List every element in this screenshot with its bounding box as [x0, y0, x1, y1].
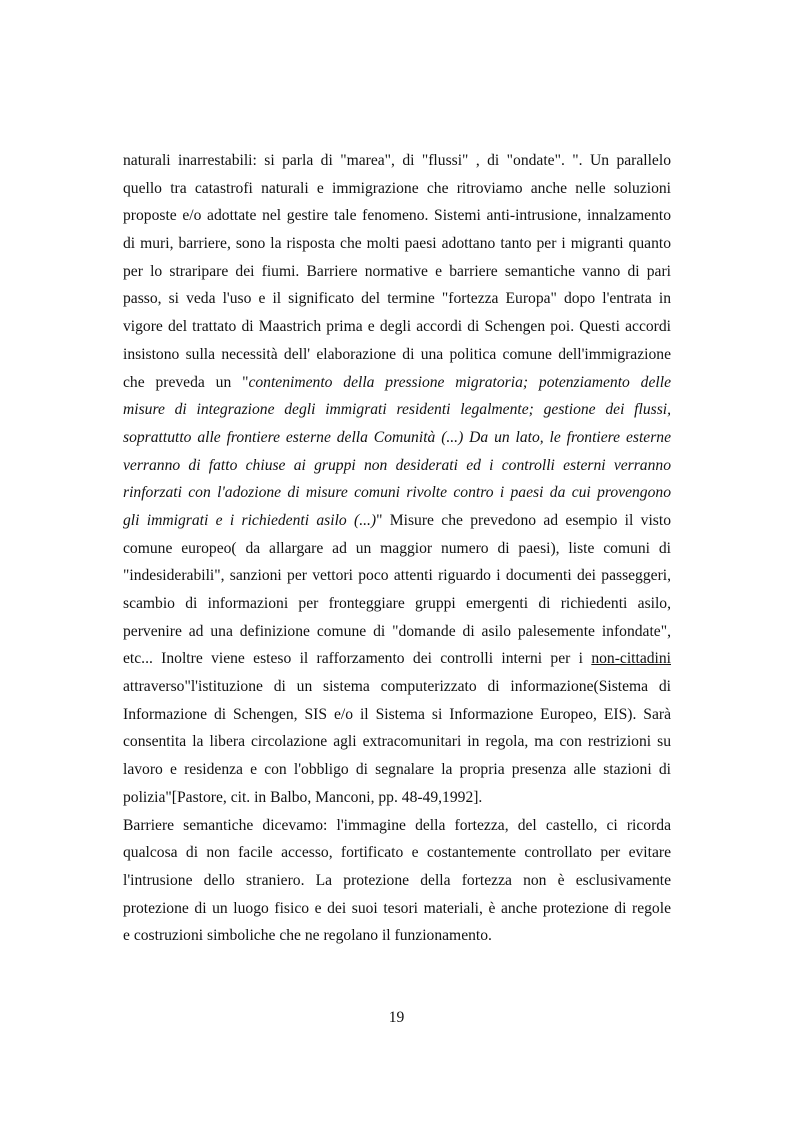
text-run: che preveda un " — [123, 373, 249, 391]
text-line — [123, 202, 671, 230]
text-run: qualcosa di non facile accesso, fortificato e costantemente controllato per evitare — [123, 844, 671, 862]
text-run: pervenire ad una definizione comune di "domande di asilo palesemente infondate", — [123, 622, 671, 640]
italic-quote-text: misure di integrazione degli immigrati residenti legalmente; gestione dei flussi, — [123, 401, 671, 419]
text-line — [123, 175, 671, 203]
italic-quote-text: contenimento della pressione migratoria; potenziamento delle — [248, 373, 671, 391]
text-run: Informazione di Schengen, SIS e/o il Sistema si Informazione Europeo, EIS). Sarà — [123, 705, 671, 723]
text-line — [123, 341, 671, 369]
page-number: 19 — [388, 1009, 405, 1026]
text-line — [123, 562, 671, 590]
text-run: di muri, barriere, sono la risposta che molti paesi adottano tanto per i migranti quanto — [123, 235, 671, 253]
text-run: l'intrusione dello straniero. La protezione della fortezza non è esclusivamente — [123, 871, 671, 889]
text-line — [123, 839, 671, 867]
text-run: scambio di informazioni per fronteggiare gruppi emergenti di richiedenti asilo, — [123, 595, 671, 612]
text-line — [123, 812, 671, 840]
text-run: etc... Inoltre viene esteso il rafforzamento dei controlli interni per i — [123, 650, 592, 668]
text-run: proposte e/o adottate nel gestire tale fenomeno. Sistemi anti-intrusione, innalzamento — [123, 207, 671, 225]
text-line — [123, 784, 671, 812]
text-run: "indesiderabili", sanzioni per vettori poco attenti riguardo i documenti dei passeggeri, — [123, 567, 671, 585]
text-line — [123, 618, 671, 646]
text-line — [123, 479, 671, 507]
text-line — [123, 230, 671, 258]
text-run: vigore del trattato di Maastrich prima e degli accordi di Schengen poi. Questi accordi — [123, 318, 671, 336]
text-line — [123, 535, 671, 563]
text-run: e costruzioni simboliche che ne regolano il funzionamento. — [123, 927, 492, 945]
text-line — [123, 369, 671, 397]
text-line — [123, 313, 671, 341]
text-run: naturali inarrestabili: si parla di "marea", di "flussi" , di "ondate". ". Un parallelo — [123, 152, 671, 169]
text-line — [123, 867, 671, 895]
text-run: insistono sulla necessità dell' elaborazione di una politica comune dell'immigrazione — [123, 345, 671, 363]
text-line — [123, 507, 671, 535]
italic-quote-text: verranno di fatto chiuse ai gruppi non desiderati ed i controlli esterni verranno — [123, 456, 671, 474]
text-line — [123, 701, 671, 729]
text-run: consentita la libera circolazione agli extracomunitari in regola, ma con restrizioni su — [123, 733, 671, 751]
underlined-text: non-cittadini — [591, 650, 671, 668]
body-text — [123, 147, 671, 950]
italic-quote-text: rinforzati con l'adozione di misure comuni rivolte contro i paesi da cui provengono — [123, 484, 671, 502]
text-run: protezione di un luogo fisico e dei suoi tesori materiali, è anche protezione di regole — [123, 899, 671, 917]
text-run: Barriere semantiche dicevamo: l'immagine della fortezza, del castello, ci ricorda — [123, 816, 671, 834]
text-line — [123, 258, 671, 286]
italic-quote-text: soprattutto alle frontiere esterne della Comunità (...) Da un lato, le frontiere esterne — [123, 428, 671, 446]
text-run: comune europeo( da allargare ad un maggior numero di paesi), liste comuni di — [123, 539, 671, 557]
text-run: passo, si veda l'uso e il significato del termine "fortezza Europa" dopo l'entrata in — [123, 290, 671, 308]
text-line — [123, 895, 671, 923]
italic-quote-text: gli immigrati e i richiedenti asilo (...) — [123, 511, 377, 529]
text-line — [123, 452, 671, 480]
text-run: lavoro e residenza e con l'obbligo di segnalare la propria presenza alle stazioni di — [123, 761, 671, 779]
text-line — [123, 728, 671, 756]
text-line — [123, 285, 671, 313]
text-line — [123, 424, 671, 452]
text-run: quello tra catastrofi naturali e immigrazione che ritroviamo anche nelle soluzioni — [123, 179, 671, 197]
text-line — [123, 922, 671, 950]
text-line — [123, 756, 671, 784]
text-line — [123, 396, 671, 424]
text-run: per lo straripare dei fiumi. Barriere normative e barriere semantiche vanno di pari — [123, 262, 671, 280]
text-line — [123, 673, 671, 701]
text-line — [123, 147, 671, 175]
text-line — [123, 645, 671, 673]
text-run: attraverso"l'istituzione di un sistema computerizzato di informazione(Sistema di — [123, 678, 671, 696]
text-run: " Misure che prevedono ad esempio il visto — [376, 511, 671, 529]
text-line — [123, 590, 671, 618]
text-run: polizia"[Pastore, cit. in Balbo, Manconi, pp. 48-49,1992]. — [123, 788, 483, 806]
